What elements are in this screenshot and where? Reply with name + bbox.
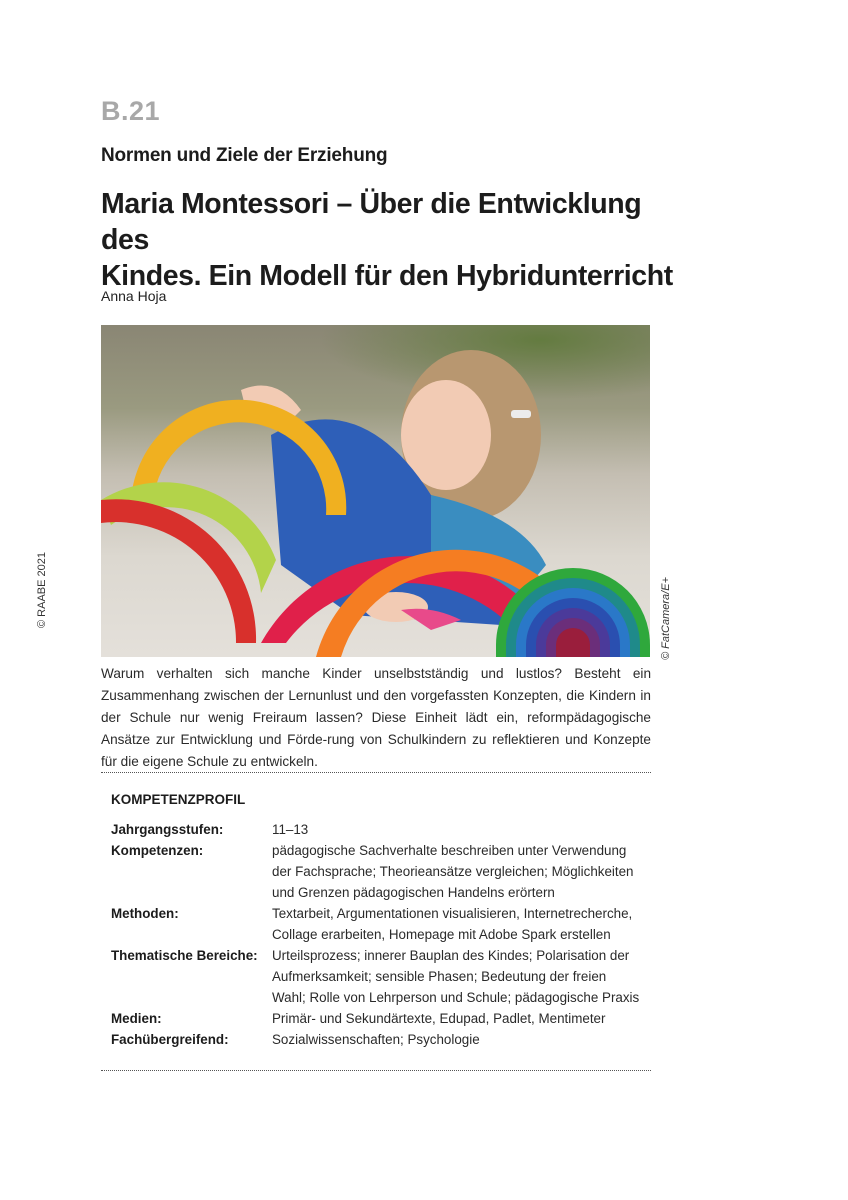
profile-value: Textarbeit, Argumentationen visualisieren, Internetrecherche, Collage erarbeiten, Homepage mit Adobe Spark erstellen: [272, 906, 633, 942]
cover-photo: [101, 325, 650, 657]
profile-row-media: [111, 1008, 641, 1029]
profile-label: Medien:: [111, 1011, 162, 1026]
unit-code: B.21: [101, 96, 161, 126]
profile-value: Sozialwissenschaften; Psychologie: [272, 1032, 480, 1047]
title-line-2: Kindes. Ein Modell für den Hybridunterricht: [101, 260, 673, 292]
profile-value: 11–13: [272, 822, 309, 837]
dotted-divider-bottom: [101, 1070, 651, 1071]
profile-row-grades: [111, 819, 641, 840]
profile-label: Jahrgangsstufen:: [111, 822, 224, 837]
profile-value: pädagogische Sachverhalte beschreiben unter Verwendung der Fachsprache; Theorieansätze vergleichen; Möglichkeiten und Grenzen pädagogischen Handelns erörtern: [272, 843, 634, 900]
intro-paragraph: Warum verhalten sich manche Kinder unselbstständig und lustlos? Besteht ein Zusammenhang zwischen der Lernunlust und den vorgefassten Konzepten, die Kindern in der Schule nur wenig Freiraum lassen? Diese Einheit lädt ein, reformpädagogische Ansätze zur Entwicklung und Förde-rung von Schulkindern zu reflektieren und Konzepte für die eigene Schule zu entwickeln.: [101, 666, 651, 769]
competence-profile-heading: KOMPETENZPROFIL: [111, 792, 246, 807]
author: Anna Hoja: [101, 288, 167, 304]
photo-credit: © FatCamera/E+: [660, 577, 672, 660]
competence-profile-table: [111, 819, 641, 1050]
profile-row-topics: [111, 945, 641, 1008]
title-line-1: Maria Montessori – Über die Entwicklung des: [101, 188, 642, 256]
rainbow-arches-photo-illustration: [101, 325, 650, 657]
profile-row-interdisciplinary: [111, 1029, 641, 1050]
profile-row-methods: [111, 903, 641, 945]
profile-value: Urteilsprozess; innerer Bauplan des Kindes; Polarisation der Aufmerksamkeit; sensible Phasen; Bedeutung der freien Wahl; Rolle von Lehrperson und Schule; pädagogische Praxis: [272, 948, 640, 1005]
page-title: [101, 186, 681, 294]
profile-row-competencies: [111, 840, 641, 903]
dotted-divider-top: [101, 772, 651, 773]
profile-label: Fachübergreifend:: [111, 1032, 229, 1047]
profile-value: Primär- und Sekundärtexte, Edupad, Padlet, Mentimeter: [272, 1011, 606, 1026]
profile-label: Methoden:: [111, 906, 179, 921]
subject-heading: Normen und Ziele der Erziehung: [101, 145, 388, 166]
publisher-copyright: © RAABE 2021: [36, 552, 48, 628]
profile-label: Thematische Bereiche:: [111, 948, 258, 963]
profile-label: Kompetenzen:: [111, 843, 204, 858]
